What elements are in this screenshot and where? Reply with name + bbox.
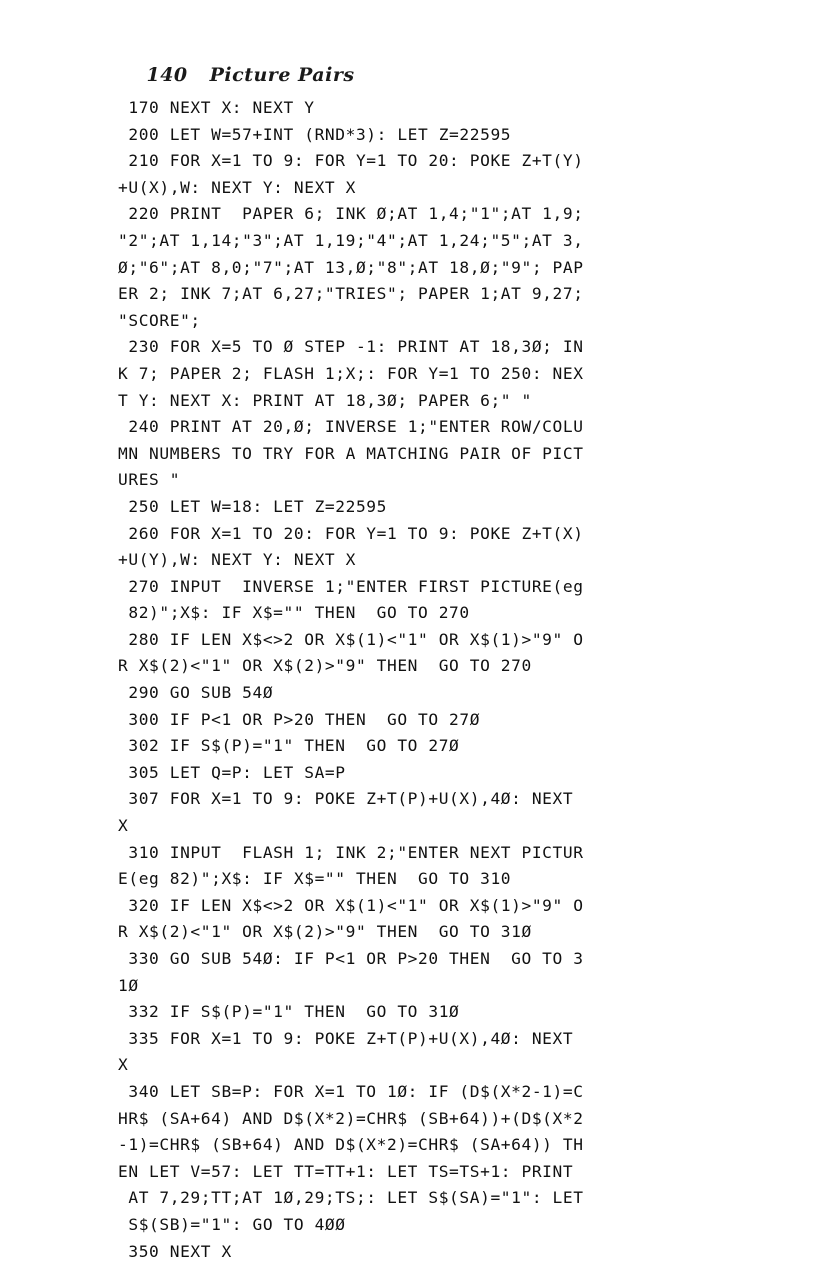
listing-line: 350 NEXT X [118, 1241, 232, 1261]
listing-line: 307 FOR X=1 TO 9: POKE Z+T(P)+U(X),4Ø: NEXT [118, 789, 574, 809]
listing-line: URES " [118, 470, 181, 490]
listing-line: "2";AT 1,14;"3";AT 1,19;"4";AT 1,24;"5";AT 3, [118, 230, 584, 250]
listing-line: 332 IF S$(P)="1" THEN GO TO 31Ø [118, 1002, 460, 1022]
listing-line: 305 LET Q=P: LET SA=P [118, 762, 346, 782]
listing-line: 302 IF S$(P)="1" THEN GO TO 27Ø [118, 736, 460, 756]
listing-line: 210 FOR X=1 TO 9: FOR Y=1 TO 20: POKE Z+T(Y) [118, 151, 584, 171]
listing-line: HR$ (SA+64) AND D$(X*2)=CHR$ (SB+64))+(D$(X*2 [118, 1108, 584, 1128]
program-listing [118, 95, 778, 1265]
listing-line: 240 PRINT AT 20,Ø; INVERSE 1;"ENTER ROW/COLU [118, 417, 584, 437]
listing-line: Ø;"6";AT 8,0;"7";AT 13,Ø;"8";AT 18,Ø;"9"; PAP [118, 257, 584, 277]
listing-line: 170 NEXT X: NEXT Y [118, 98, 315, 117]
listing-line: EN LET V=57: LET TT=TT+1: LET TS=TS+1: PRINT [118, 1161, 574, 1181]
listing-line: 200 LET W=57+INT (RND*3): LET Z=22595 [118, 124, 512, 144]
listing-line: 260 FOR X=1 TO 20: FOR Y=1 TO 9: POKE Z+T(X) [118, 523, 584, 543]
listing-line: MN NUMBERS TO TRY FOR A MATCHING PAIR OF PICT [118, 443, 584, 463]
listing-line: +U(Y),W: NEXT Y: NEXT X [118, 550, 356, 570]
listing-line: 280 IF LEN X$<>2 OR X$(1)<"1" OR X$(1)>"9" O [118, 629, 584, 649]
listing-line: T Y: NEXT X: PRINT AT 18,3Ø; PAPER 6;" " [118, 390, 532, 410]
listing-line: 270 INPUT INVERSE 1;"ENTER FIRST PICTURE(eg [118, 576, 584, 596]
listing-line: 1Ø [118, 975, 139, 995]
listing-line: S$(SB)="1": GO TO 4ØØ [118, 1214, 346, 1234]
listing-line: K 7; PAPER 2; FLASH 1;X;: FOR Y=1 TO 250: NEX [118, 363, 584, 383]
listing-line: 82)";X$: IF X$="" THEN GO TO 270 [118, 603, 470, 623]
listing-line: AT 7,29;TT;AT 1Ø,29;TS;: LET S$(SA)="1": LET [118, 1188, 584, 1208]
listing-line: X [118, 816, 129, 836]
listing-line: 290 GO SUB 54Ø [118, 683, 274, 703]
listing-line: 230 FOR X=5 TO Ø STEP -1: PRINT AT 18,3Ø; IN [118, 337, 584, 357]
listing-line: 220 PRINT PAPER 6; INK Ø;AT 1,4;"1";AT 1,9; [118, 204, 584, 224]
listing-line: 340 LET SB=P: FOR X=1 TO 1Ø: IF (D$(X*2-1)=C [118, 1081, 584, 1101]
listing-line: R X$(2)<"1" OR X$(2)>"9" THEN GO TO 270 [118, 656, 532, 676]
listing-line: 335 FOR X=1 TO 9: POKE Z+T(P)+U(X),4Ø: NEXT [118, 1028, 574, 1048]
page-number: 140 [146, 64, 188, 86]
listing-line: 320 IF LEN X$<>2 OR X$(1)<"1" OR X$(1)>"9" O [118, 895, 584, 915]
listing-line: X [118, 1055, 129, 1075]
listing-line: +U(X),W: NEXT Y: NEXT X [118, 177, 356, 197]
listing-line: 310 INPUT FLASH 1; INK 2;"ENTER NEXT PICTUR [118, 842, 584, 862]
listing-line: -1)=CHR$ (SB+64) AND D$(X*2)=CHR$ (SA+64)) TH [118, 1135, 584, 1155]
listing-line: E(eg 82)";X$: IF X$="" THEN GO TO 310 [118, 869, 512, 889]
listing-line: 250 LET W=18: LET Z=22595 [118, 496, 387, 516]
listing-line: ER 2; INK 7;AT 6,27;"TRIES"; PAPER 1;AT 9,27; [118, 284, 584, 304]
chapter-title: Picture Pairs [209, 64, 355, 86]
listing-line: "SCORE"; [118, 310, 201, 330]
listing-line: 330 GO SUB 54Ø: IF P<1 OR P>20 THEN GO TO 3 [118, 949, 584, 968]
listing-line: R X$(2)<"1" OR X$(2)>"9" THEN GO TO 31Ø [118, 922, 532, 942]
listing-line: 300 IF P<1 OR P>20 THEN GO TO 27Ø [118, 709, 481, 729]
